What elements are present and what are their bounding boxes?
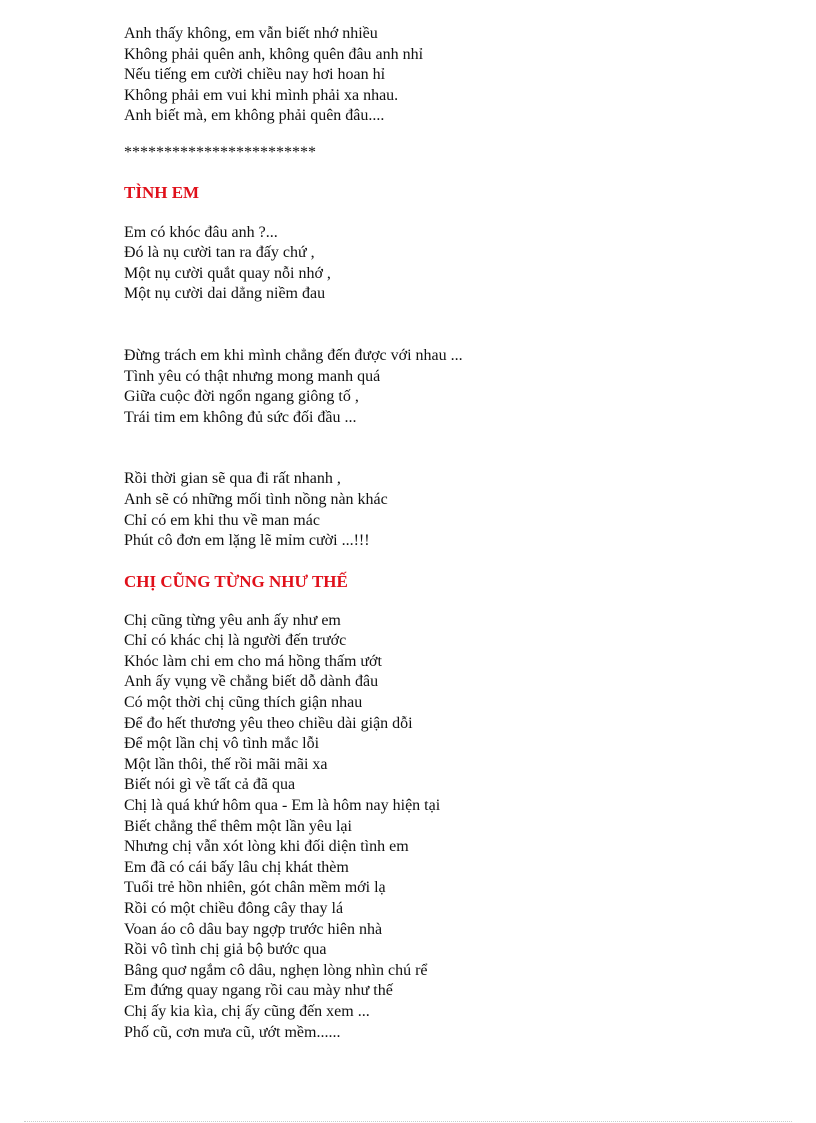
poem-line: Voan áo cô dâu bay ngợp trước hiên nhà (124, 920, 383, 938)
poem-line: Chị là quá khứ hôm qua - Em là hôm nay hiện tại (124, 797, 441, 815)
poem-line: Rồi có một chiều đông cây thay lá (124, 900, 344, 917)
poem-line: Trái tim em không đủ sức đối đầu ... (124, 408, 357, 426)
poem-line: Chị ấy kia kìa, chị ấy cũng đến xem ... (124, 1002, 370, 1020)
poem-line: Biết nói gì về tất cả đã qua (124, 776, 296, 794)
poem-line: Đó là nụ cười tan ra đấy chứ , (124, 244, 315, 262)
poem-line: Rồi vô tình chị giả bộ bước qua (124, 941, 327, 959)
poem-line: Không phải quên anh, không quên đâu anh nhỉ (124, 45, 424, 63)
poem3-title: CHỊ CŨNG TỪNG NHƯ THẾ (124, 571, 348, 591)
poem1-stanza (124, 24, 784, 127)
poem-line: Anh biết mà, em không phải quên đâu.... (124, 107, 385, 125)
poem-line: Em có khóc đâu anh ?... (124, 223, 278, 241)
poem-line: Rồi thời gian sẽ qua đi rất nhanh , (124, 470, 341, 488)
poem-line: Tình yêu có thật nhưng mong manh quá (124, 367, 381, 385)
poem-line: Nhưng chị vẫn xót lòng khi đối diện tình em (124, 838, 409, 856)
poem2-stanza-2 (124, 346, 784, 428)
poem-line: Đừng trách em khi mình chẳng đến được với nhau ... (124, 346, 463, 364)
poem-line: Chỉ có khác chị là người đến trước (124, 632, 347, 650)
poem-line: Có một thời chị cũng thích giận nhau (124, 694, 363, 712)
poem-line: Bâng quơ ngắm cô dâu, nghẹn lòng nhìn chú rể (124, 961, 428, 979)
poem-line: Chỉ có em khi thu về man mác (124, 511, 320, 529)
poem-line: Chị cũng từng yêu anh ấy như em (124, 611, 341, 629)
poem-line: Phố cũ, cơn mưa cũ, ướt mềm...... (124, 1023, 341, 1041)
poem-line: Một nụ cười dai dẳng niềm đau (124, 285, 326, 303)
poem-line: Để một lần chị vô tình mắc lỗi (124, 735, 320, 753)
poem3-stanza (124, 611, 784, 1043)
poem-line: Phút cô đơn em lặng lẽ mỉm cười ...!!! (124, 532, 370, 550)
poem2-stanza-1 (124, 223, 784, 305)
poem-line: Anh ấy vụng về chẳng biết dỗ dành đâu (124, 673, 379, 691)
stanza-gap (124, 428, 784, 469)
poem2-title: TÌNH EM (124, 182, 200, 202)
poem-line: Em đã có cái bấy lâu chị khát thèm (124, 858, 349, 876)
page-bottom-divider (24, 1121, 792, 1122)
poem-line: Một lần thôi, thế rồi mãi mãi xa (124, 755, 328, 773)
poem2-stanza-3 (124, 469, 784, 551)
poem-line: Để đo hết thương yêu theo chiều dài giận dỗi (124, 714, 413, 732)
poem-line: Giữa cuộc đời ngổn ngang giông tố , (124, 388, 359, 406)
poem-line: Anh thấy không, em vẫn biết nhớ nhiều (124, 25, 378, 42)
poem-line: Khóc làm chi em cho má hồng thấm ướt (124, 652, 382, 670)
poem-line: Biết chẳng thể thêm một lần yêu lại (124, 817, 352, 835)
poem-line: Anh sẽ có những mối tình nồng nàn khác (124, 490, 388, 508)
document-page (124, 24, 784, 1043)
poem-line: Nếu tiếng em cười chiều nay hơi hoan hỉ (124, 66, 386, 84)
poem-line: Một nụ cười quắt quay nỗi nhớ , (124, 264, 331, 282)
asterisk-separator: ************************ (124, 143, 316, 161)
poem-line: Em đứng quay ngang rồi cau mày như thế (124, 982, 393, 1000)
stanza-gap (124, 305, 784, 346)
poem-line: Không phải em vui khi mình phải xa nhau. (124, 86, 399, 104)
poem-line: Tuổi trẻ hồn nhiên, gót chân mềm mới lạ (124, 879, 386, 897)
